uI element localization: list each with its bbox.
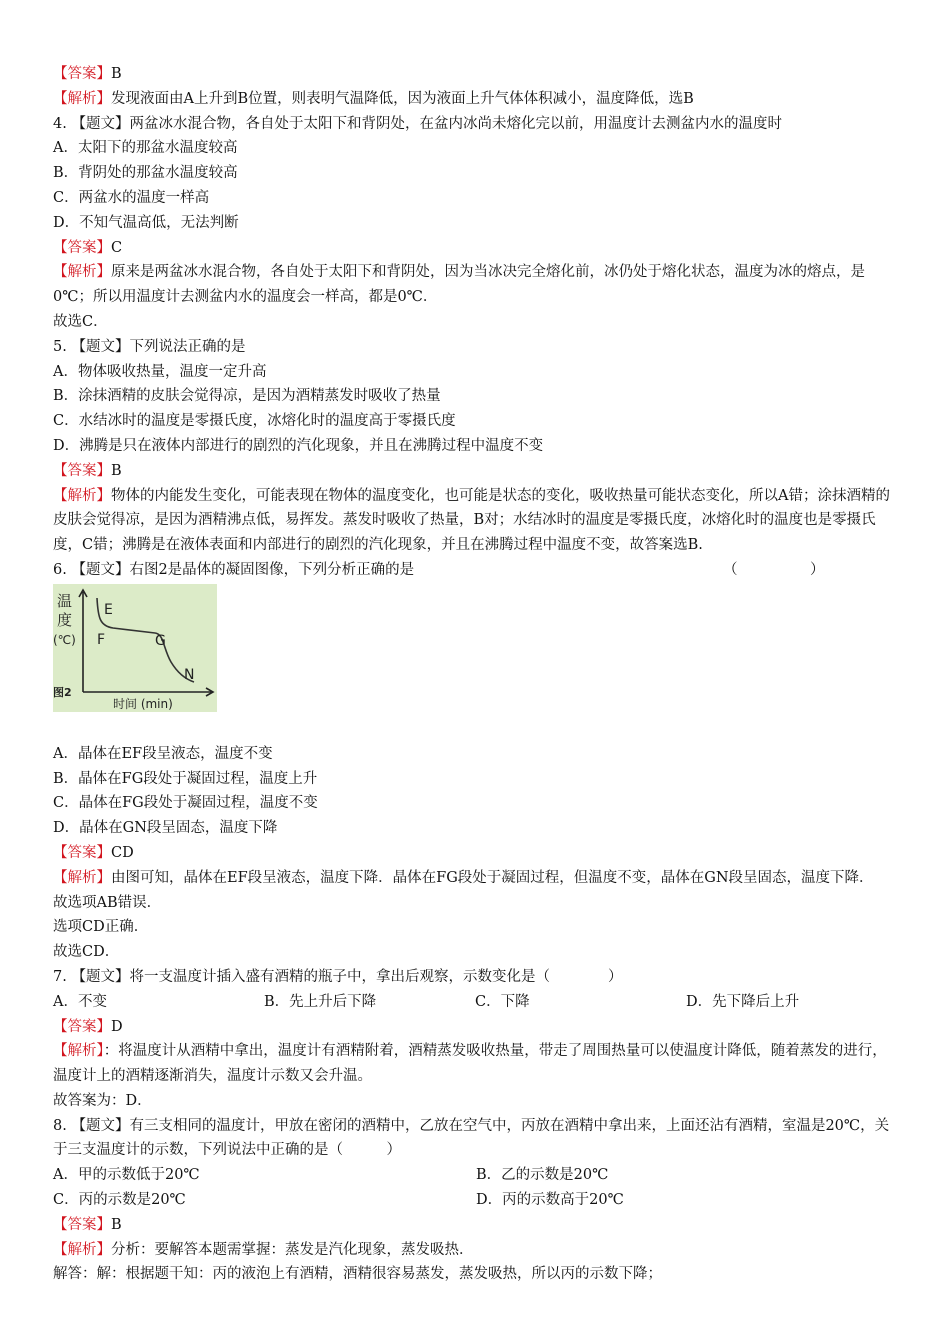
- question-8-option-c: C．丙的示数是20℃: [53, 1192, 186, 1209]
- y-label-1: 温: [57, 591, 73, 610]
- answer-line: [53, 459, 899, 484]
- point-label-g: G: [155, 632, 166, 649]
- analysis-text: 由图可知，晶体在EF段呈液态，温度下降．晶体在FG段处于凝固过程，但温度不变，晶体在GN段呈固态，温度下降．: [111, 869, 874, 886]
- question-7-option-a: A．不变: [53, 993, 107, 1010]
- answer-tag: 【答案】: [53, 1018, 111, 1035]
- question-8-option-a: A．甲的示数低于20℃: [53, 1167, 200, 1184]
- y-label-unit: (℃): [53, 632, 76, 647]
- x-axis-label: 时间 (min): [113, 696, 173, 711]
- analysis-line: [53, 87, 899, 112]
- conclusion-line: 选项CD正确．: [53, 919, 149, 936]
- question-7-option-d: D．先下降后上升: [686, 993, 800, 1010]
- solidification-graph-figure: [53, 584, 217, 712]
- point-label-e: E: [104, 601, 113, 618]
- question-4-stem: 4. 【题文】两盆冰水混合物，各自处于太阳下和背阴处，在盆内冰尚未熔化完以前，用温度计去测盆内水的温度时: [53, 115, 782, 132]
- question-7-option-c: C．下降: [475, 993, 530, 1010]
- analysis-text: 物体的内能发生变化，可能表现在物体的温度变化，也可能是状态的变化，吸收热量可能状态变化，所以A错；涂抹酒精的皮肤会觉得凉，是因为酒精沸点低，易挥发。蒸发时吸收了热量，B对；水结冰时的温度是零摄氏度，冰熔化时的温度也是零摄氏度，C错；沸腾是在液体表面和内部进行的剧烈的汽化现象，并且在沸腾过程中温度不变，故答案选B.: [53, 487, 890, 554]
- question-6-option-d: D．晶体在GN段呈固态，温度下降: [53, 820, 278, 837]
- analysis-text: 原来是两盆冰水混合物，各自处于太阳下和背阴处，因为当冰决完全熔化前，冰仍处于熔化状态，温度为冰的熔点，是0℃；所以用温度计去测盆内水的温度会一样高，都是0℃．: [53, 264, 865, 306]
- question-4-option-b: B．背阴处的那盆水温度较高: [53, 165, 238, 182]
- analysis-text: 分析：要解答本题需掌握：蒸发是汽化现象，蒸发吸热．: [111, 1241, 474, 1258]
- question-6-option-c: C．晶体在FG段处于凝固过程，温度不变: [53, 795, 318, 812]
- answer-value: B: [111, 66, 122, 82]
- question-7-stem: 7. 【题文】将一支温度计插入盛有酒精的瓶子中，拿出后观察，示数变化是（ ）: [53, 968, 623, 985]
- question-8-option-d: D．丙的示数高于20℃: [476, 1192, 624, 1209]
- question-7-options: [53, 990, 899, 1015]
- question-5-stem: 5. 【题文】下列说法正确的是: [53, 338, 246, 355]
- answer-value: B: [111, 462, 122, 479]
- conclusion-line: 故选项AB错误．: [53, 894, 162, 911]
- question-5-option-a: A．物体吸收热量，温度一定升高: [53, 363, 267, 380]
- question-6-stem: [53, 558, 899, 583]
- question-7-option-b: B．先上升后下降: [264, 993, 377, 1010]
- question-4-option-c: C．两盆水的温度一样高: [53, 189, 210, 206]
- y-label-2: 度: [57, 610, 73, 629]
- question-5-option-d: D．沸腾是只在液体内部进行的剧烈的汽化现象，并且在沸腾过程中温度不变: [53, 437, 544, 454]
- analysis-tag: 【解析】: [53, 264, 111, 281]
- answer-line: [53, 841, 899, 866]
- question-6-option-b: B．晶体在FG段处于凝固过程，温度上升: [53, 770, 318, 787]
- question-8-option-b: B．乙的示数是20℃: [476, 1167, 609, 1184]
- document-page: [53, 62, 899, 1287]
- question-8-options-row-1: [53, 1163, 899, 1188]
- analysis-paragraph: [53, 260, 899, 310]
- analysis-line: [53, 866, 899, 891]
- analysis-tag: 【解析】: [53, 1043, 104, 1060]
- question-4-option-a: A．太阳下的那盆水温度较高: [53, 140, 238, 157]
- answer-blank: （ ）: [723, 561, 825, 578]
- answer-tag: 【答案】: [53, 462, 111, 479]
- point-label-f: F: [97, 631, 106, 648]
- analysis-text: 发现液面由A上升到B位置，则表明气温降低，因为液面上升气体体积减小，温度降低，选B: [111, 90, 694, 107]
- answer-value: D: [111, 1018, 123, 1035]
- point-label-n: N: [184, 666, 195, 683]
- question-8-options-row-2: [53, 1188, 899, 1213]
- conclusion-line: 故答案为：D．: [53, 1092, 152, 1109]
- answer-line: [53, 1015, 899, 1040]
- analysis-text: ：将温度计从酒精中拿出，温度计有酒精附着，酒精蒸发吸收热量，带走了周围热量可以使温度计降低，随着蒸发的进行，温度计上的酒精逐渐消失，温度计示数又会升温。: [53, 1043, 887, 1085]
- analysis-tag: 【解析】: [53, 90, 111, 107]
- answer-tag: 【答案】: [53, 66, 111, 82]
- solidification-graph: [53, 584, 217, 712]
- answer-line: [53, 62, 899, 87]
- analysis-paragraph: [53, 484, 899, 558]
- answer-value: C: [111, 239, 123, 256]
- question-4-option-d: D．不知气温高低，无法判断: [53, 214, 239, 231]
- analysis-line: [53, 1238, 899, 1263]
- analysis-paragraph: [53, 1039, 899, 1089]
- question-6-option-a: A．晶体在EF段呈液态，温度不变: [53, 745, 273, 762]
- analysis-tag: 【解析】: [53, 487, 111, 504]
- conclusion-line: 故选C．: [53, 313, 108, 330]
- figure-label: 图2: [53, 685, 72, 699]
- analysis-tag: 【解析】: [53, 1241, 111, 1258]
- solution-line: 解答：解：根据题干知：丙的液泡上有酒精，酒精很容易蒸发，蒸发吸热，所以丙的示数下降；: [53, 1266, 662, 1283]
- answer-tag: 【答案】: [53, 844, 111, 861]
- answer-value: B: [111, 1216, 122, 1233]
- answer-tag: 【答案】: [53, 1216, 111, 1233]
- answer-line: [53, 1213, 899, 1238]
- question-8-stem: 8. 【题文】有三支相同的温度计，甲放在密闭的酒精中，乙放在空气中，丙放在酒精中拿出来，上面还沾有酒精，室温是20℃，关于三支温度计的示数，下列说法中正确的是（ ）: [53, 1117, 890, 1159]
- analysis-tag: 【解析】: [53, 869, 111, 886]
- question-5-option-c: C．水结冰时的温度是零摄氏度，冰熔化时的温度高于零摄氏度: [53, 413, 456, 430]
- question-6-text: 6. 【题文】右图2是晶体的凝固图像，下列分析正确的是: [53, 561, 415, 578]
- answer-line: [53, 236, 899, 261]
- question-5-option-b: B．涂抹酒精的皮肤会觉得凉，是因为酒精蒸发时吸收了热量: [53, 388, 441, 405]
- conclusion-line: 故选CD．: [53, 944, 120, 961]
- answer-tag: 【答案】: [53, 239, 111, 256]
- answer-value: CD: [111, 844, 134, 861]
